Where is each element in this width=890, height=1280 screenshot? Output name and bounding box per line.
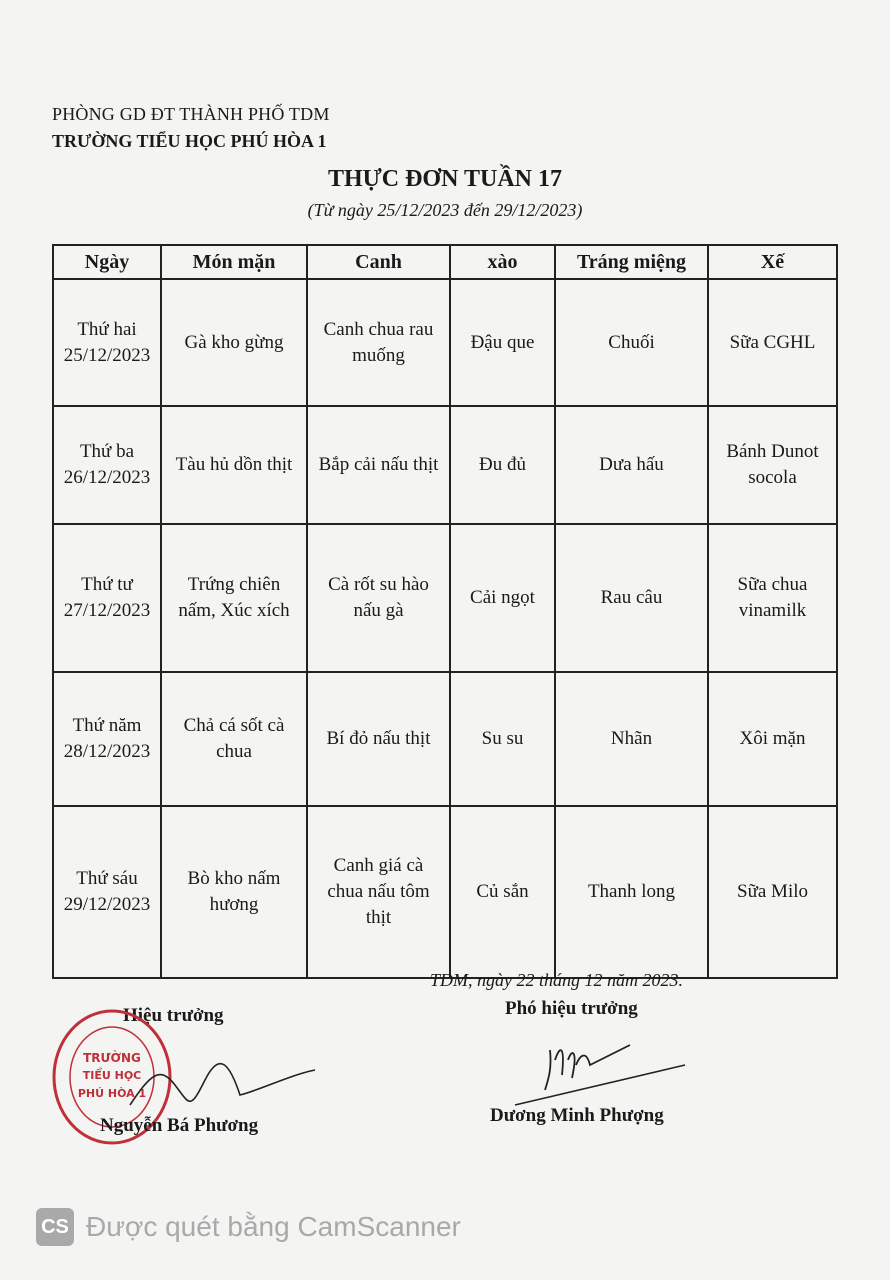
snack-cell: Bánh Dunot socola — [708, 406, 837, 524]
day-cell — [53, 406, 161, 524]
main-dish-cell: Trứng chiên nấm, Xúc xích — [161, 524, 307, 672]
svg-text:TRƯỜNG: TRƯỜNG — [83, 1051, 141, 1065]
stir-fry-cell: Su su — [450, 672, 555, 806]
camscanner-text: Được quét bằng CamScanner — [86, 1211, 461, 1242]
dessert-cell: Nhãn — [555, 672, 708, 806]
column-header-stir-fry: xào — [450, 245, 555, 279]
day-name: Thứ sáu — [76, 868, 138, 889]
soup-cell: Bắp cải nấu thịt — [307, 406, 450, 524]
column-header-soup: Canh — [307, 245, 450, 279]
vice-principal-title: Phó hiệu trưởng — [505, 998, 638, 1019]
column-header-snack: Xế — [708, 245, 837, 279]
day-cell — [53, 806, 161, 978]
vice-principal-signature — [510, 1020, 690, 1110]
stir-fry-cell: Đậu que — [450, 279, 555, 406]
main-dish-cell: Bò kho nấm hương — [161, 806, 307, 978]
stir-fry-cell: Củ sắn — [450, 806, 555, 978]
day-date: 26/12/2023 — [63, 467, 151, 488]
table-header-row — [53, 245, 837, 279]
day-name: Thứ tư — [81, 574, 133, 595]
snack-cell: Xôi mặn — [708, 672, 837, 806]
svg-text:TIỂU HỌC: TIỂU HỌC — [82, 1069, 142, 1082]
day-date: 29/12/2023 — [63, 894, 151, 915]
camscanner-watermark — [36, 1208, 461, 1246]
dessert-cell: Rau câu — [555, 524, 708, 672]
day-cell — [53, 279, 161, 406]
soup-cell: Bí đỏ nấu thịt — [307, 672, 450, 806]
page-title: THỰC ĐƠN TUẦN 17 — [327, 166, 562, 192]
svg-text:PHÚ HÒA 1: PHÚ HÒA 1 — [77, 1087, 147, 1100]
principal-name: Nguyễn Bá Phương — [100, 1115, 259, 1136]
org-line-1: PHÒNG GD ĐT THÀNH PHỐ TDM — [52, 104, 330, 124]
column-header-main-dish: Món mặn — [161, 245, 307, 279]
main-dish-cell: Tàu hủ dồn thịt — [161, 406, 307, 524]
snack-cell: Sữa chua vinamilk — [708, 524, 837, 672]
dessert-cell: Thanh long — [555, 806, 708, 978]
column-header-day: Ngày — [53, 245, 161, 279]
day-date: 27/12/2023 — [63, 600, 151, 621]
snack-cell: Sữa CGHL — [708, 279, 837, 406]
snack-cell: Sữa Milo — [708, 806, 837, 978]
table-row — [53, 524, 837, 672]
vice-principal-name: Dương Minh Phượng — [490, 1105, 664, 1126]
table-row — [53, 406, 837, 524]
day-name: Thứ ba — [79, 441, 135, 462]
soup-cell: Canh chua rau muống — [307, 279, 450, 406]
dessert-cell: Dưa hấu — [555, 406, 708, 524]
soup-cell: Cà rốt su hào nấu gà — [307, 524, 450, 672]
main-dish-cell: Gà kho gừng — [161, 279, 307, 406]
day-name: Thứ năm — [72, 715, 142, 736]
day-name: Thứ hai — [77, 318, 137, 340]
org-line-2: TRƯỜNG TIỂU HỌC PHÚ HÒA 1 — [52, 131, 327, 151]
place-date: TDM, ngày 22 tháng 12 năm 2023. — [430, 970, 683, 990]
page-subtitle: (Từ ngày 25/12/2023 đến 29/12/2023) — [307, 200, 583, 220]
column-header-dessert: Tráng miệng — [555, 245, 708, 279]
main-dish-cell: Chả cá sốt cà chua — [161, 672, 307, 806]
principal-signature — [120, 1055, 320, 1115]
camscanner-logo-icon: CS — [36, 1208, 74, 1246]
stir-fry-cell: Cải ngọt — [450, 524, 555, 672]
dessert-cell: Chuối — [555, 279, 708, 406]
principal-title: Hiệu trưởng — [123, 1005, 224, 1026]
day-cell — [53, 524, 161, 672]
day-date: 28/12/2023 — [63, 741, 151, 762]
menu-table — [52, 244, 838, 979]
day-cell — [53, 672, 161, 806]
table-row — [53, 279, 837, 406]
day-date: 25/12/2023 — [63, 344, 151, 366]
stir-fry-cell: Đu đủ — [450, 406, 555, 524]
table-row — [53, 672, 837, 806]
soup-cell: Canh giá cà chua nấu tôm thịt — [307, 806, 450, 978]
table-row — [53, 806, 837, 978]
